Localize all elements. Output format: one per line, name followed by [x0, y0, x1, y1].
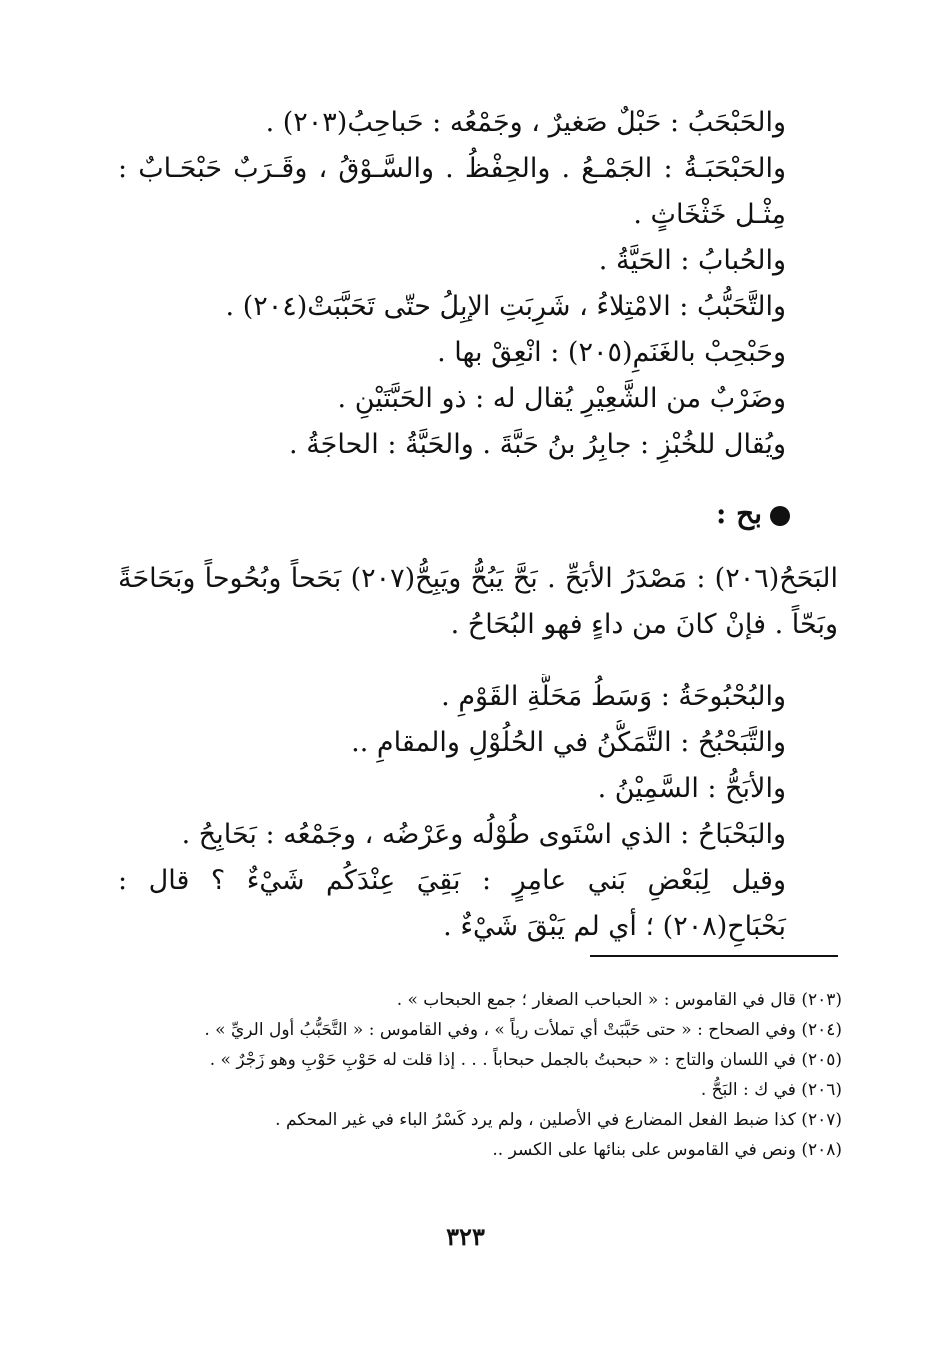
footnote: (٢٠٦) في ك : البَحُّ .	[700, 1080, 842, 1100]
text-line: والتَّبَحْبُحُ : التَّمَكُّنُ في الحُلُوْلِ والمقامِ ..	[351, 727, 786, 758]
text-line: ويُقال للخُبْزِ : جابِرُ بنُ حَبَّةَ . والحَبَّةُ : الحاجَةُ .	[289, 429, 786, 460]
text-line: والبُحْبُوحَةُ : وَسَطُ مَحَلَّةِ القَوْمِ .	[441, 681, 786, 712]
section-heading	[118, 490, 838, 538]
text-paragraph: وقيل لِبَعْضِ بَني عامِرٍ : بَقِيَ عِنْدَكُم شَيْءٌ ؟ قال : بَحْبَاحِ(٢٠٨) ؛ أي لم يَبْقَ شَيْءٌ .	[118, 865, 786, 942]
footnote: (٢٠٨) ونص في القاموس على بنائها على الكسر ..	[492, 1140, 842, 1160]
section-heading-label: بح :	[716, 497, 762, 530]
footnote-divider	[590, 955, 838, 957]
bullet-icon	[770, 506, 790, 526]
page-number: ٣٢٣	[446, 1222, 485, 1251]
text-line: وضَرْبٌ من الشَّعِيْرِ يُقال له : ذو الحَبَّتَيْنِ .	[337, 383, 786, 414]
main-text	[118, 100, 838, 950]
footnotes	[150, 985, 842, 1165]
text-line: والحُبابُ : الحَيَّةُ .	[598, 245, 786, 276]
footnote: (٢٠٣) قال في القاموس : « الحباحب الصغار ؛ جمع الحبحاب » .	[396, 990, 842, 1010]
text-line: وحَبْحِبْ بالغَنَمِ(٢٠٥) : انْعِقْ بها .	[437, 337, 786, 368]
text-line: والبَحْبَاحُ : الذي اسْتَوى طُوْلُه وعَرْضُه ، وجَمْعُه : بَحَابِحُ .	[181, 819, 786, 850]
footnote: (٢٠٤) وفي الصحاح : « حتى حَبَّبَتْ أي تملأت رياً » ، وفي القاموس : « التَّحَبُّبُ أول الريِّ » .	[204, 1020, 842, 1040]
text-paragraph: البَحَحُ(٢٠٦) : مَصْدَرُ الأبَحِّ . بَحَّ يَبُحُّ ويَبِحُّ(٢٠٧) بَحَحاً وبُحُوحاً وبَحَاحَةً وبَحّاً . فإنْ كانَ من داءٍ فهو البُحَاحُ .	[118, 563, 838, 640]
footnote: (٢٠٧) كذا ضبط الفعل المضارع في الأصلين ، ولم يرد كَسْرُ الباء في غير المحكم .	[275, 1110, 842, 1130]
footnote: (٢٠٥) في اللسان والتاج : « حبحبتُ بالجمل حبحاباً . . . إذا قلت له حَوْبِ حَوْبِ وهو زَجْرٌ » .	[209, 1050, 842, 1070]
text-line: والأبَحُّ : السَّمِيْنُ .	[597, 773, 786, 804]
text-line: والتَّحَبُّبُ : الامْتِلاءُ ، شَرِبَتِ الإبِلُ حتّى تَحَبَّبَتْ(٢٠٤) .	[225, 291, 786, 322]
text-paragraph: والحَبْحَبَـةُ : الجَمْـعُ . والحِفْظُ . والسَّـوْقُ ، وقَـرَبٌ حَبْحَـابٌ : مِثْـل خَثْخَاثٍ .	[118, 153, 786, 230]
text-line: والحَبْحَبُ : حَبْلٌ صَغيرٌ ، وجَمْعُه : حَباحِبُ(٢٠٣) .	[265, 107, 786, 138]
